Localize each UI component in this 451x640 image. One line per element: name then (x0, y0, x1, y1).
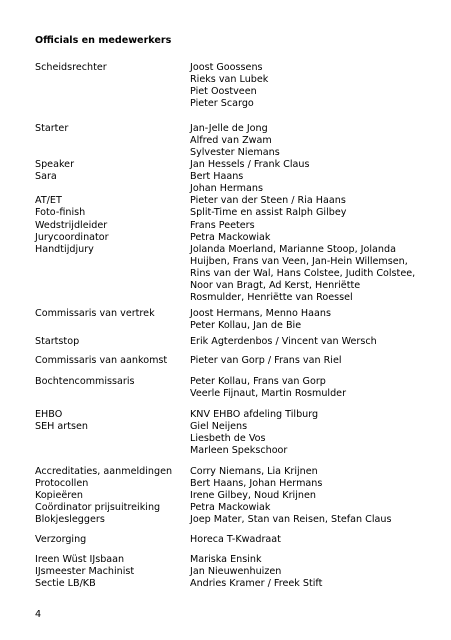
row-label: Sectie LB/KB (35, 578, 96, 589)
row-value: Piet Oostveen (190, 86, 257, 97)
row-value: Rins van der Wal, Hans Colstee, Judith Colstee, (190, 268, 416, 279)
row-label: Commissaris van vertrek (35, 308, 155, 319)
row-value: Horeca T-Kwadraat (190, 534, 281, 545)
row-label: Handtijdjury (35, 244, 94, 255)
row-value: Marleen Spekschoor (190, 445, 288, 456)
row-label: AT/ET (35, 195, 62, 206)
row-value: Pieter van der Steen / Ria Haans (190, 195, 346, 206)
row-label: SEH artsen (35, 421, 88, 432)
row-label: Verzorging (35, 534, 87, 545)
row-value: Bert Haans, Johan Hermans (190, 478, 323, 489)
row-value: Jan-Jelle de Jong (190, 123, 268, 134)
row-label: Jurycoordinator (35, 232, 109, 243)
row-value: Corry Niemans, Lia Krijnen (190, 466, 318, 477)
section-heading: Officials en medewerkers (35, 35, 172, 46)
row-value: Bert Haans (190, 171, 244, 182)
row-label: Commissaris van aankomst (35, 355, 168, 366)
row-value: Jolanda Moerland, Marianne Stoop, Jolanda (190, 244, 396, 255)
row-label: Bochtencommissaris (35, 376, 135, 387)
row-label: EHBO (35, 409, 63, 420)
row-value: Rieks van Lubek (190, 74, 269, 85)
row-label: Sara (35, 171, 57, 182)
row-value: Johan Hermans (190, 183, 263, 194)
row-label: IJsmeester Machinist (35, 566, 135, 577)
row-value: Pieter Scargo (190, 98, 254, 109)
row-label: Scheidsrechter (35, 62, 107, 73)
row-value: Joost Hermans, Menno Haans (190, 308, 331, 319)
row-label: Startstop (35, 336, 80, 347)
page-number: 4 (35, 609, 42, 620)
row-label: Wedstrijdleider (35, 220, 108, 231)
row-value: Peter Kollau, Jan de Bie (190, 320, 302, 331)
row-value: Liesbeth de Vos (190, 433, 266, 444)
row-label: Speaker (35, 159, 75, 170)
row-value: Split-Time en assist Ralph Gilbey (190, 207, 347, 218)
row-value: Jan Hessels / Frank Claus (190, 159, 310, 170)
row-label: Coördinator prijsuitreiking (35, 502, 161, 513)
row-value: Erik Agterdenbos / Vincent van Wersch (190, 336, 377, 347)
row-value: Veerle Fijnaut, Martin Rosmulder (190, 388, 347, 399)
row-value: Irene Gilbey, Noud Krijnen (190, 490, 316, 501)
row-value: Huijben, Frans van Veen, Jan-Hein Willemsen, (190, 256, 408, 267)
row-value: Petra Mackowiak (190, 232, 271, 243)
row-value: Sylvester Niemans (190, 147, 280, 158)
row-value: Giel Neijens (190, 421, 248, 432)
row-value: Peter Kollau, Frans van Gorp (190, 376, 326, 387)
row-label: Accreditaties, aanmeldingen (35, 466, 173, 477)
row-value: Jan Nieuwenhuizen (190, 566, 282, 577)
row-label: Protocollen (35, 478, 89, 489)
row-value: Joep Mater, Stan van Reisen, Stefan Claus (190, 514, 392, 525)
row-value: Mariska Ensink (190, 554, 262, 565)
row-value: Pieter van Gorp / Frans van Riel (190, 355, 342, 366)
row-value: Andries Kramer / Freek Stift (190, 578, 323, 589)
row-value: Frans Peeters (190, 220, 255, 231)
row-value: Petra Mackowiak (190, 502, 271, 513)
row-value: Rosmulder, Henriëtte van Roessel (190, 292, 353, 303)
row-value: Joost Goossens (190, 62, 263, 73)
row-label: Foto-finish (35, 207, 86, 218)
row-label: Starter (35, 123, 69, 134)
row-value: KNV EHBO afdeling Tilburg (190, 409, 319, 420)
row-label: Blokjesleggers (35, 514, 105, 525)
row-label: Ireen Wüst IJsbaan (35, 554, 125, 565)
row-value: Noor van Bragt, Ad Kerst, Henriëtte (190, 280, 361, 291)
row-label: Kopieëren (35, 490, 83, 501)
row-value: Alfred van Zwam (190, 135, 272, 146)
